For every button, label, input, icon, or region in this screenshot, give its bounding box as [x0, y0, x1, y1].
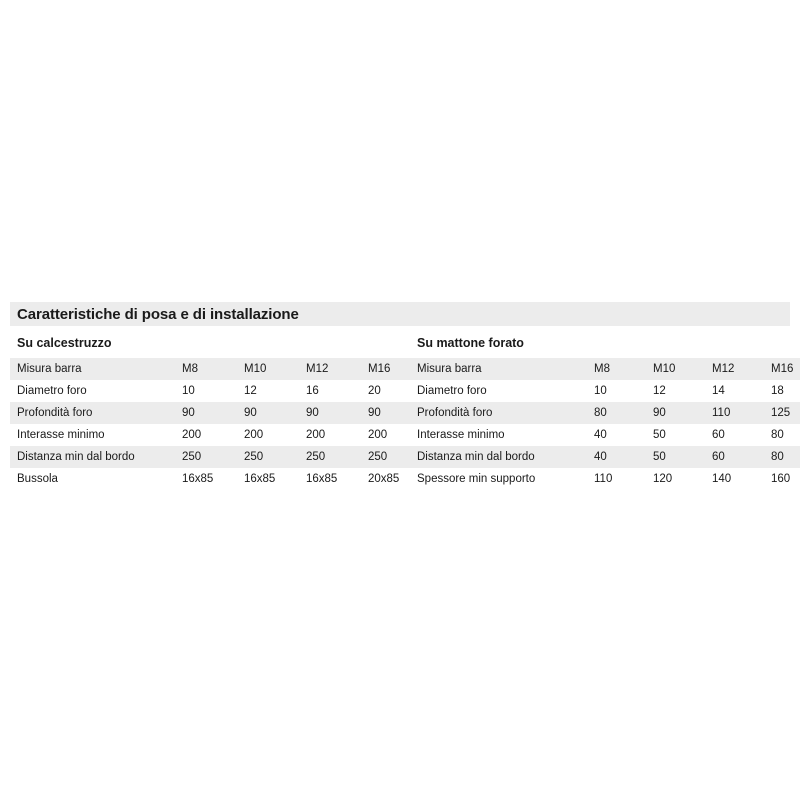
- row-value: M10: [237, 358, 299, 380]
- table-row: [410, 446, 800, 468]
- spec-table-concrete: [10, 358, 423, 490]
- row-value: 110: [594, 473, 613, 485]
- row-value: 12: [244, 385, 257, 397]
- row-value: 80: [587, 402, 646, 424]
- row-value: 60: [712, 429, 725, 441]
- table-row: [10, 358, 423, 380]
- row-value: M10: [646, 358, 705, 380]
- row-value: 90: [237, 402, 299, 424]
- row-value: M12: [705, 358, 764, 380]
- row-value: 200: [244, 429, 264, 441]
- row-value: 120: [653, 473, 673, 485]
- row-label: Profondità foro: [410, 402, 587, 424]
- row-value: 200: [182, 429, 202, 441]
- row-value: 80: [771, 429, 784, 441]
- row-value: 250: [175, 446, 237, 468]
- table-title-concrete: Su calcestruzzo: [17, 336, 112, 350]
- row-value: 110: [705, 402, 764, 424]
- row-value: 40: [587, 446, 646, 468]
- row-value: 40: [594, 429, 607, 441]
- row-value: 250: [361, 446, 423, 468]
- page-title: Caratteristiche di posa e di installazione: [17, 305, 299, 323]
- row-value: 90: [361, 402, 423, 424]
- row-label: Misura barra: [410, 358, 587, 380]
- row-label: Distanza min dal bordo: [410, 446, 587, 468]
- row-label: Diametro foro: [417, 385, 487, 397]
- row-value: 250: [237, 446, 299, 468]
- table-block-concrete: [10, 336, 400, 490]
- row-value: 160: [771, 473, 791, 485]
- row-value: 90: [646, 402, 705, 424]
- table-row: [410, 468, 800, 490]
- row-label: Spessore min supporto: [417, 473, 536, 485]
- row-value: 50: [653, 429, 666, 441]
- row-label: Misura barra: [10, 358, 175, 380]
- row-value: 140: [712, 473, 732, 485]
- row-value: 12: [653, 385, 666, 397]
- row-value: 250: [299, 446, 361, 468]
- row-value: 16x85: [182, 473, 214, 485]
- table-row: [10, 424, 423, 446]
- row-value: 90: [175, 402, 237, 424]
- table-row: [410, 358, 800, 380]
- row-value: 20: [368, 385, 381, 397]
- table-row: [10, 446, 423, 468]
- section-header: [10, 302, 790, 326]
- row-value: 60: [705, 446, 764, 468]
- row-value: 16x85: [244, 473, 276, 485]
- row-value: 14: [712, 385, 725, 397]
- row-label: Interasse minimo: [417, 429, 505, 441]
- row-value: 200: [368, 429, 388, 441]
- table-title-hollow-brick: Su mattone forato: [417, 336, 524, 350]
- row-value: M16: [764, 358, 800, 380]
- row-value: M12: [299, 358, 361, 380]
- table-row: [10, 402, 423, 424]
- row-value: 16: [306, 385, 319, 397]
- row-value: 10: [182, 385, 195, 397]
- row-value: 20x85: [368, 473, 400, 485]
- table-row: [10, 468, 423, 490]
- table-block-hollow-brick: [410, 336, 794, 490]
- table-row: [10, 380, 423, 402]
- row-value: 18: [771, 385, 784, 397]
- table-row: [410, 380, 800, 402]
- table-row: [410, 424, 800, 446]
- table-row: [410, 402, 800, 424]
- row-value: 90: [299, 402, 361, 424]
- row-value: 10: [594, 385, 607, 397]
- row-value: 50: [646, 446, 705, 468]
- row-value: 200: [306, 429, 326, 441]
- row-value: 125: [764, 402, 800, 424]
- row-label: Interasse minimo: [17, 429, 105, 441]
- row-label: Diametro foro: [17, 385, 87, 397]
- row-label: Profondità foro: [10, 402, 175, 424]
- tables-container: [10, 336, 794, 490]
- row-value: 16x85: [306, 473, 338, 485]
- row-value: M8: [175, 358, 237, 380]
- row-value: M8: [587, 358, 646, 380]
- row-label: Bussola: [17, 473, 58, 485]
- row-label: Distanza min dal bordo: [10, 446, 175, 468]
- row-value: 80: [764, 446, 800, 468]
- row-value: M16: [361, 358, 423, 380]
- spec-table-hollow-brick: [410, 358, 800, 490]
